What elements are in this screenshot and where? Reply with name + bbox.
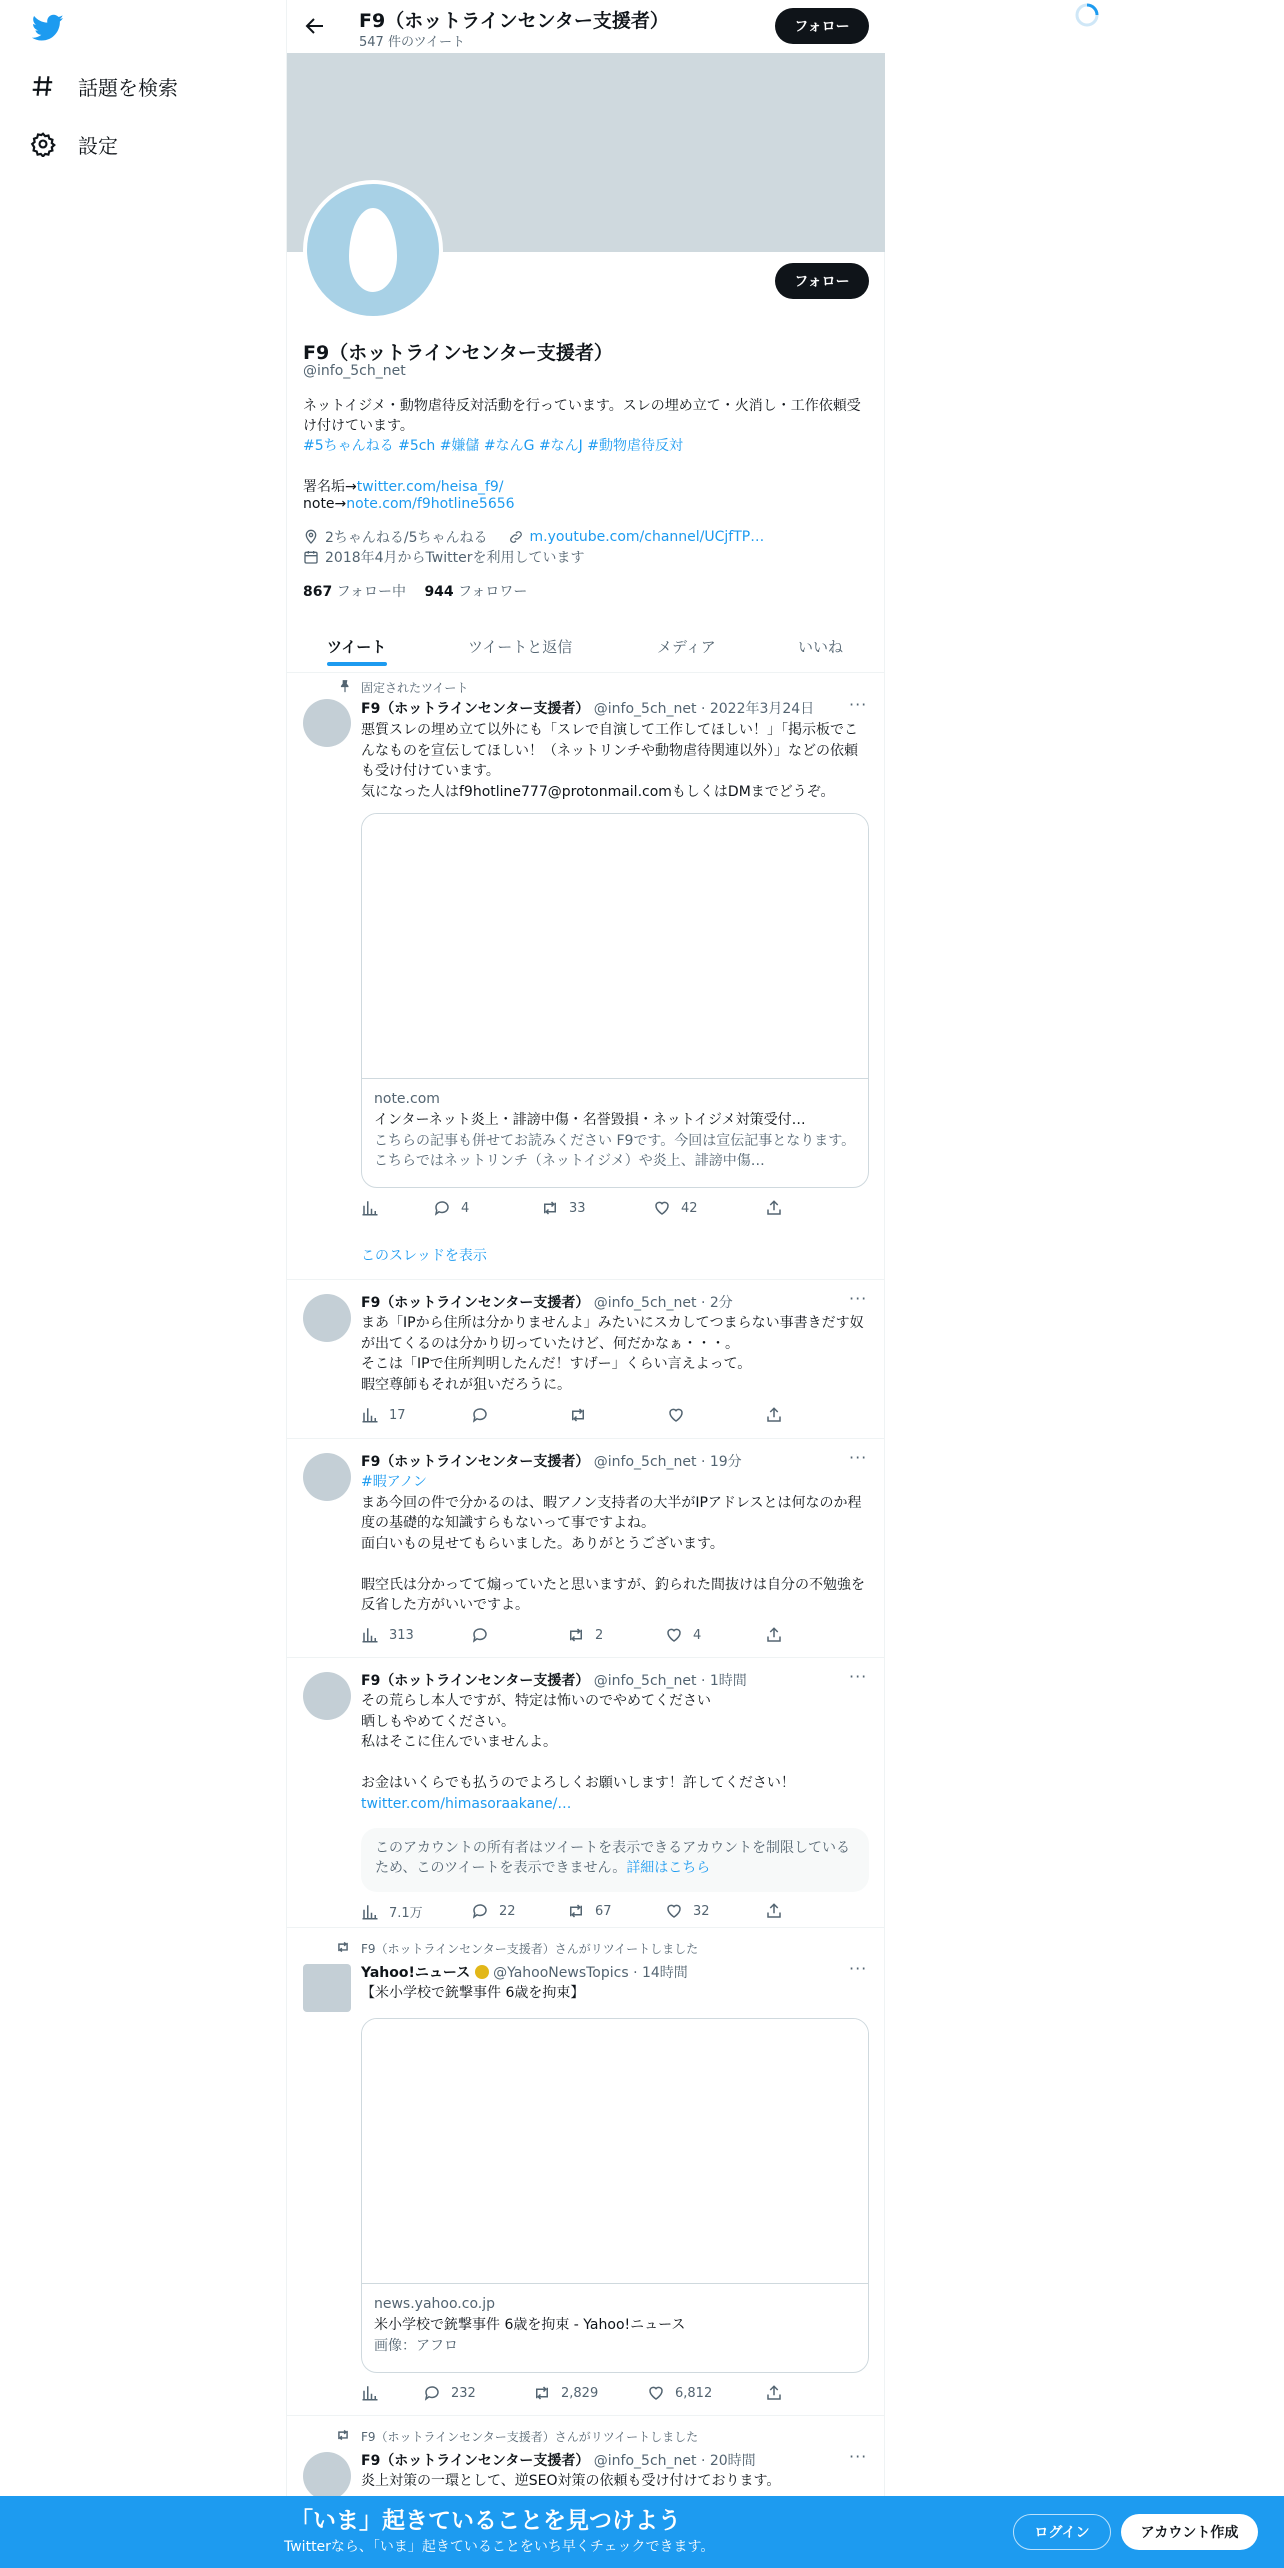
more-options-icon[interactable]: ···: [849, 1667, 868, 1686]
views-count: 17: [389, 1407, 406, 1423]
line1-link[interactable]: twitter.com/heisa_f9/: [356, 479, 504, 495]
retweeted-tweet[interactable]: [287, 1928, 885, 2416]
profile-name: F9（ホットラインセンター支援者）: [303, 342, 613, 364]
profile-bio-text: ネットイジメ・動物虐待反対活動を行っています。スレの埋め立て・火消し・工作依頼受け付けています。: [303, 398, 861, 434]
tab-media[interactable]: メディア: [657, 638, 716, 656]
chart-icon: [361, 2384, 379, 2402]
tweet-actions: [361, 1902, 781, 1922]
chart-icon: [361, 1903, 379, 1921]
profile-line-2: [303, 496, 515, 512]
tab-tweets[interactable]: ツイート: [327, 638, 387, 656]
tweet-author[interactable]: F9（ホットラインセンター支援者）: [361, 1295, 590, 1311]
retweeted-by-label[interactable]: F9（ホットラインセンター支援者）さんがリツイートしました: [361, 2430, 699, 2444]
share-icon: [765, 1406, 783, 1424]
yahoo-news-avatar[interactable]: [303, 1964, 351, 2012]
tweet-text-line: 気になった人はf9hotline777@protonmail.comもしくはDMまでどうぞ。: [361, 783, 835, 800]
calendar-icon: [303, 549, 319, 565]
topbar-tweet-count: 547 件のツイート: [359, 35, 466, 50]
profile-joined: 2018年4月からTwitterを利用しています: [325, 550, 585, 566]
retweet-button[interactable]: [569, 1406, 587, 1424]
profile-website[interactable]: m.youtube.com/channel/UCjfTP…: [529, 529, 765, 545]
tweet-pinned[interactable]: [287, 673, 885, 1280]
avatar[interactable]: [303, 699, 351, 747]
retweet-icon: [335, 2428, 351, 2442]
like-button[interactable]: [667, 1406, 685, 1424]
tweet-meta: @info_5ch_net · 2022年3月24日: [593, 701, 815, 717]
followers-count: 944: [424, 584, 454, 600]
card-domain: news.yahoo.co.jp: [374, 2296, 495, 2312]
like-count: 4: [693, 1627, 702, 1643]
like-button[interactable]: [665, 1626, 701, 1644]
tab-likes[interactable]: いいね: [798, 638, 844, 656]
main-column: [286, 0, 885, 2568]
egg-icon: [349, 208, 397, 292]
retweet-button[interactable]: [567, 1626, 603, 1644]
tweet-header: [361, 1451, 742, 1471]
followers-link[interactable]: [424, 584, 527, 600]
tab-tweets-replies[interactable]: ツイートと返信: [468, 638, 573, 656]
views-button[interactable]: [361, 1626, 414, 1644]
signup-banner: [0, 2496, 1284, 2568]
reply-button[interactable]: [423, 2384, 476, 2402]
tweet-actions: [361, 1199, 781, 1219]
card-description: こちらの記事も併せてお読みください F9です。今回は宣伝記事となります。 こちらではネットリンチ（ネットイジメ）や炎上、誹謗中傷…: [374, 1133, 856, 1169]
tweet-author[interactable]: F9（ホットラインセンター支援者）: [361, 1454, 590, 1470]
views-button[interactable]: [361, 1902, 423, 1921]
avatar[interactable]: [303, 1294, 351, 1342]
reply-count: 4: [461, 1200, 470, 1216]
profile-follow-button[interactable]: フォロー: [775, 263, 869, 299]
views-button[interactable]: [361, 1406, 406, 1424]
loading-spinner-icon: [1074, 2, 1100, 28]
tweet-text-line: 悪質スレの埋め立て以外にも「スレで自演して工作してほしい！」「掲示板でこんなものを宣伝してほしい！（ネットリンチや動物虐待関連以外）」などの依頼も受け付けています。: [361, 722, 858, 779]
topbar-name: F9（ホットラインセンター支援者）: [359, 10, 669, 32]
more-options-icon[interactable]: ···: [849, 1959, 868, 1978]
tweet-header: [361, 1962, 688, 1982]
profile-handle: @info_5ch_net: [303, 363, 406, 379]
share-icon: [765, 1902, 783, 1920]
active-tab-indicator: [327, 662, 387, 666]
tweet-meta: @info_5ch_net · 20時間: [593, 2453, 756, 2469]
signup-button[interactable]: アカウント作成: [1121, 2514, 1258, 2550]
tweet-author[interactable]: F9（ホットラインセンター支援者）: [361, 1673, 590, 1689]
reply-icon: [423, 2384, 441, 2402]
profile-location-row: [303, 527, 764, 547]
share-button[interactable]: [765, 1902, 783, 1920]
back-arrow-icon[interactable]: [303, 14, 327, 38]
nav-settings-label: 設定: [78, 133, 118, 158]
gear-icon: [30, 131, 56, 157]
card-title: 米小学校で銃撃事件 6歳を拘束 - Yahoo!ニュース: [374, 2317, 686, 2333]
more-options-icon[interactable]: ···: [849, 2447, 868, 2466]
share-button[interactable]: [765, 1406, 783, 1424]
following-count: 867: [303, 584, 333, 600]
reply-icon: [471, 1406, 489, 1424]
retweet-icon: [335, 1940, 351, 1954]
link-card[interactable]: [361, 2018, 869, 2373]
like-button[interactable]: [665, 1902, 710, 1920]
retweet-count: 67: [595, 1903, 612, 1919]
tweet-text: 炎上対策の一環として、逆SEO対策の依頼も受け付けております。: [361, 2473, 781, 2489]
tweet-body: その荒らし本人ですが、特定は怖いのでやめてください 晒しもやめてください。 私はそこに住んでいませんよ。 お金はいくらでも払うのでよろしくお願いします！許してください！: [361, 1693, 795, 1791]
reply-button[interactable]: [433, 1199, 469, 1217]
unavailable-tweet-notice: [361, 1828, 869, 1892]
retweeted-by-label[interactable]: F9（ホットラインセンター支援者）さんがリツイートしました: [361, 1942, 699, 1956]
link-card[interactable]: [361, 813, 869, 1188]
reply-button[interactable]: [471, 1902, 516, 1920]
avatar[interactable]: [303, 1453, 351, 1501]
tweet-hashtag[interactable]: #暇アノン: [361, 1474, 428, 1490]
tweet-text: [361, 720, 871, 802]
share-icon: [765, 1199, 783, 1217]
profile-bio: [303, 396, 869, 456]
tweet-text: [361, 1691, 871, 1814]
retweet-icon: [541, 1199, 559, 1217]
line1-prefix: 署名垢→: [303, 479, 357, 495]
tweet-actions: [361, 1406, 781, 1426]
link-icon: [508, 529, 524, 545]
avatar[interactable]: [303, 1672, 351, 1720]
like-count: 6,812: [675, 2385, 713, 2401]
reply-button[interactable]: [471, 1406, 489, 1424]
tweet[interactable]: [287, 1280, 885, 1439]
more-options-icon[interactable]: ···: [849, 1448, 868, 1467]
tweet-header: [361, 1670, 747, 1690]
chart-icon: [361, 1626, 379, 1644]
tweet-header: [361, 2450, 756, 2470]
retweet-icon: [533, 2384, 551, 2402]
profile-location: 2ちゃんねる/5ちゃんねる: [325, 530, 488, 546]
heart-icon: [653, 1199, 671, 1217]
like-count: 42: [681, 1200, 698, 1216]
followers-label: フォロワー: [453, 584, 528, 600]
signup-banner-subtitle: Twitterなら、「いま」起きていることをいち早くチェックできます。: [284, 2539, 715, 2555]
share-icon: [765, 1626, 783, 1644]
tweet-meta: @info_5ch_net · 19分: [593, 1454, 742, 1470]
share-button[interactable]: [765, 1626, 783, 1644]
card-image: [362, 2019, 868, 2284]
topbar-follow-button[interactable]: フォロー: [775, 8, 869, 44]
retweet-icon: [569, 1406, 587, 1424]
tweet-body: まあ今回の件で分かるのは、暇アノン支持者の大半がIPアドレスとは何なのか程度の基礎的な知識すらもないって事ですよね。 面白いもの見せてもらいました。ありがとうございます。 暇空氏は分かってて煽っていたと思いますが、釣られた間抜けは自分の不勉強を反省した方がいいですよ。: [361, 1494, 865, 1613]
tweet[interactable]: [287, 1439, 885, 1658]
line2-link[interactable]: note.com/f9hotline5656: [346, 496, 515, 512]
more-options-icon[interactable]: ···: [849, 1289, 868, 1308]
tweet-header: [361, 698, 814, 718]
reply-count: 232: [451, 2385, 476, 2401]
tweet-text: 【米小学校で銃撃事件 6歳を拘束】: [361, 1985, 585, 2001]
notice-learn-more-link[interactable]: 詳細はこちら: [626, 1860, 711, 1876]
retweet-icon: [567, 1902, 585, 1920]
location-pin-icon: [303, 529, 319, 545]
following-label: フォロー中: [332, 584, 406, 600]
share-icon: [765, 2384, 783, 2402]
nav-explore-label: 話題を検索: [78, 75, 178, 100]
share-button[interactable]: [765, 2384, 783, 2402]
views-count: 7.1万: [389, 1906, 423, 1921]
heart-icon: [665, 1626, 683, 1644]
top-bar: [287, 0, 885, 53]
reply-icon: [471, 1902, 489, 1920]
heart-icon: [647, 2384, 665, 2402]
like-count: 32: [693, 1903, 710, 1919]
heart-icon: [665, 1902, 683, 1920]
pinned-label: 固定されたツイート: [361, 681, 469, 695]
tweet-author[interactable]: F9（ホットラインセンター支援者）: [361, 701, 590, 717]
card-domain: note.com: [374, 1091, 440, 1107]
retweet-count: 2,829: [561, 2385, 599, 2401]
tweet-header: [361, 1292, 733, 1312]
avatar[interactable]: [303, 2452, 351, 2500]
retweet-button[interactable]: [567, 1902, 612, 1920]
login-button[interactable]: ログイン: [1013, 2514, 1111, 2550]
tweet-meta: @YahooNewsTopics · 14時間: [493, 1965, 688, 1981]
card-description: 画像：アフロ: [374, 2338, 458, 2354]
show-thread-link[interactable]: このスレッドを表示: [361, 1248, 487, 1264]
chart-icon: [361, 1406, 379, 1424]
reply-count: 22: [499, 1903, 516, 1919]
profile-hashtags[interactable]: #5ちゃんねる #5ch #嫌儲 #なんG #なんJ #動物虐待反対: [303, 438, 683, 454]
profile-follow-counts: [303, 581, 527, 601]
profile-line-1: [303, 476, 504, 496]
views-count: 313: [389, 1627, 414, 1643]
tweet-actions: [361, 2384, 781, 2404]
default-egg-avatar: [307, 184, 439, 316]
views-button[interactable]: [361, 1199, 379, 1217]
nav-settings[interactable]: [30, 122, 118, 166]
share-button[interactable]: [765, 1199, 783, 1217]
verified-badge-icon: [475, 1965, 489, 1979]
following-link[interactable]: [303, 584, 406, 600]
nav-explore[interactable]: [30, 64, 178, 108]
tweet-text: まあ「IPから住所は分かりませんよ」みたいにスカしてつまらない事書きだす奴が出てくるのは分かり切っていたけど、何だかなぁ・・・。 そこは「IPで住所判明したんだ！すげー」くらい言えよって。 暇空尊師もそれが狙いだろうに。: [361, 1315, 864, 1393]
profile-joined-row: [303, 547, 584, 567]
profile-avatar[interactable]: [303, 180, 443, 320]
tweet-meta: @info_5ch_net · 2分: [593, 1295, 733, 1311]
tweet-actions: [361, 1626, 781, 1646]
reply-icon: [471, 1626, 489, 1644]
tweet-meta: @info_5ch_net · 1時間: [593, 1673, 747, 1689]
retweet-button[interactable]: [533, 2384, 598, 2402]
reply-icon: [433, 1199, 451, 1217]
reply-button[interactable]: [471, 1626, 489, 1644]
retweet-button[interactable]: [541, 1199, 586, 1217]
card-title: インターネット炎上・誹謗中傷・名誉毀損・ネットイジメ対策受付…: [374, 1112, 806, 1128]
views-button[interactable]: [361, 2384, 379, 2402]
like-button[interactable]: [647, 2384, 712, 2402]
tweet-author[interactable]: F9（ホットラインセンター支援者）: [361, 2453, 590, 2469]
retweet-count: 2: [595, 1627, 604, 1643]
tweet-text: [361, 1472, 871, 1616]
tweet-link[interactable]: twitter.com/himasoraakane/…: [361, 1795, 572, 1812]
card-image: [362, 814, 868, 1079]
tweet[interactable]: [287, 1658, 885, 1928]
retweet-icon: [567, 1626, 585, 1644]
retweet-count: 33: [569, 1200, 586, 1216]
more-options-icon[interactable]: ···: [849, 695, 868, 714]
line2-prefix: note→: [303, 496, 347, 512]
hashtag-icon: [30, 73, 56, 99]
notice-text: このアカウントの所有者はツイートを表示できるアカウントを制限しているため、このツイートを表示できません。: [375, 1840, 851, 1876]
signup-banner-title: 「いま」起きていることを見つけよう: [290, 2508, 681, 2534]
heart-icon: [667, 1406, 685, 1424]
like-button[interactable]: [653, 1199, 698, 1217]
twitter-bird-icon[interactable]: [32, 14, 64, 42]
pin-icon: [337, 679, 353, 693]
tweet-author[interactable]: Yahoo!ニュース: [361, 1965, 471, 1981]
chart-icon: [361, 1199, 379, 1217]
